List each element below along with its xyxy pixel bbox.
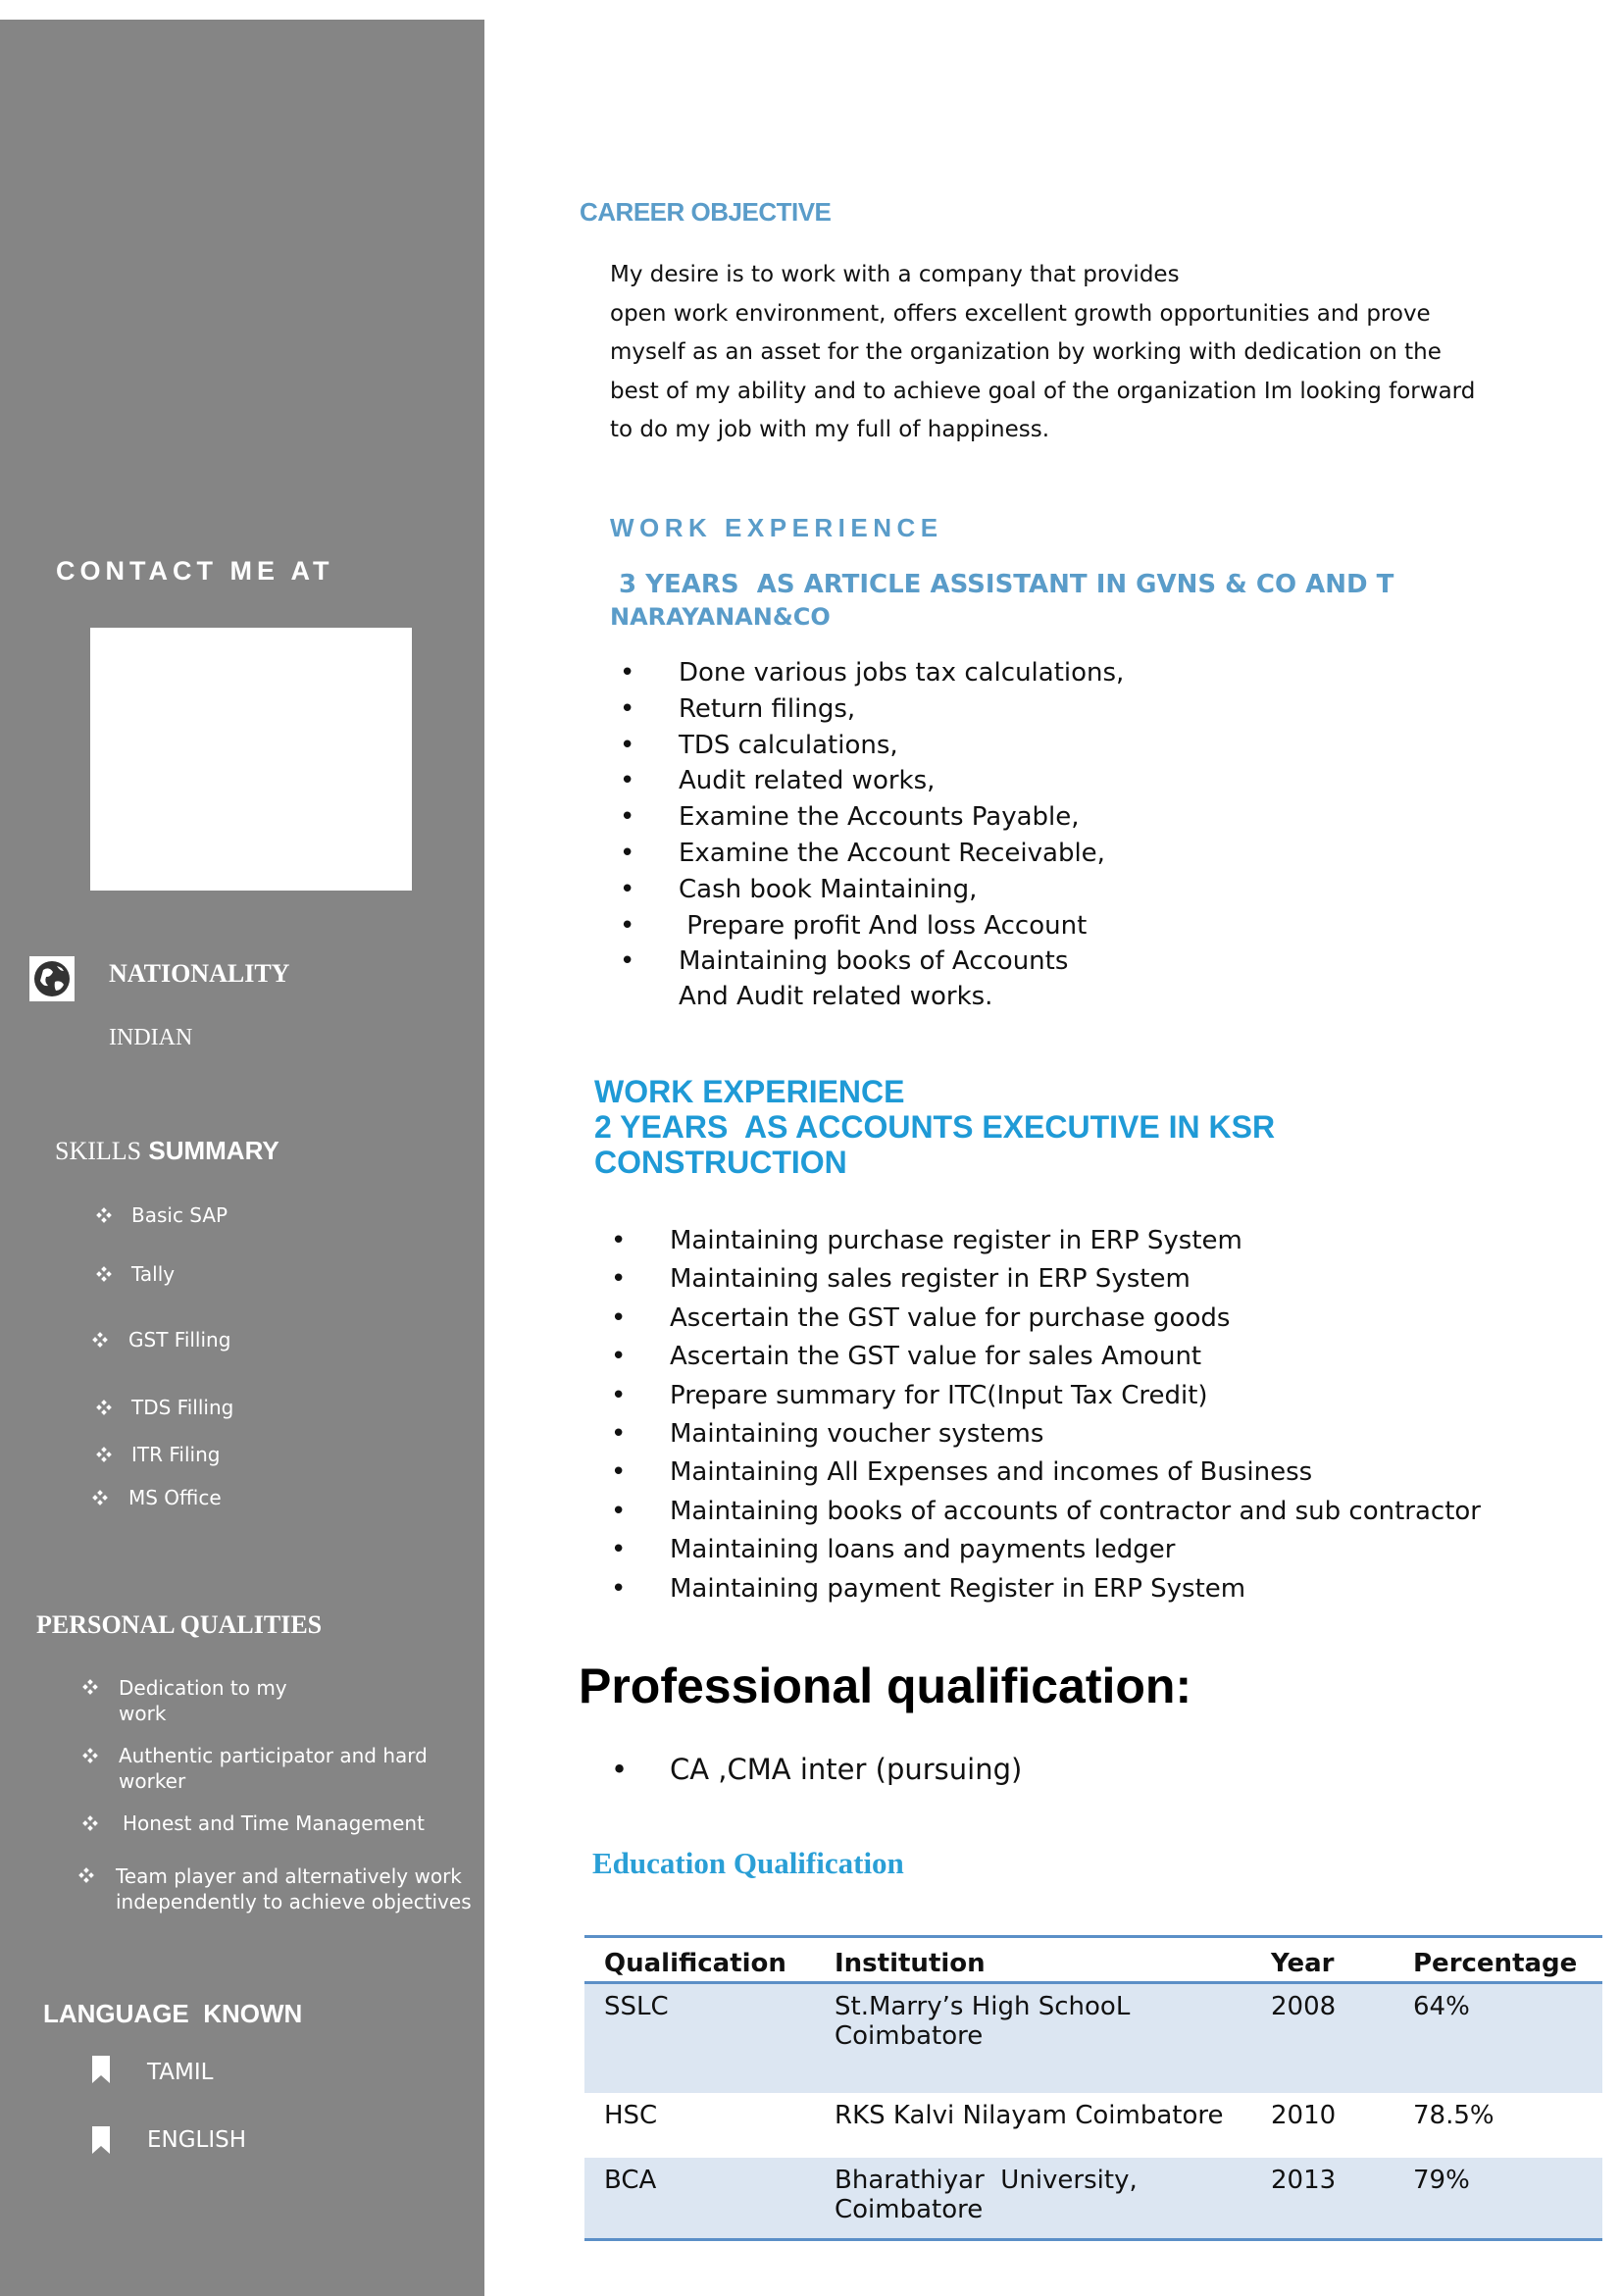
skill-item: GST Filling bbox=[128, 1328, 231, 1352]
career-objective-heading: CAREER OBJECTIVE bbox=[580, 197, 832, 227]
career-line: My desire is to work with a company that provides bbox=[610, 262, 1180, 287]
bookmark-icon bbox=[92, 2126, 110, 2159]
skill-item: TDS Filling bbox=[131, 1396, 234, 1419]
language-item: TAMIL bbox=[147, 2060, 214, 2085]
skills-heading-suffix: SUMMARY bbox=[148, 1136, 279, 1165]
diamond-bullet-icon bbox=[96, 1207, 112, 1223]
nationality-value: INDIAN bbox=[109, 1025, 193, 1050]
quality-line: work bbox=[119, 1702, 167, 1725]
table-cell: HSC bbox=[604, 2100, 658, 2130]
career-line: myself as an asset for the organization by working with dedication on the bbox=[610, 339, 1442, 365]
language-item: ENGLISH bbox=[147, 2127, 247, 2153]
work-title-line: 2 YEARS AS ACCOUNTS EXECUTIVE IN KSR bbox=[594, 1109, 1276, 1145]
diamond-bullet-icon bbox=[82, 1679, 98, 1695]
table-cell: 2013 bbox=[1251, 2158, 1393, 2240]
table-cell: 2010 bbox=[1271, 2100, 1337, 2130]
table-cell: 79% bbox=[1393, 2158, 1602, 2240]
work-experience-heading: WORK EXPERIENCE bbox=[610, 513, 943, 542]
diamond-bullet-icon bbox=[92, 1332, 108, 1348]
diamond-bullet-icon bbox=[92, 1490, 108, 1505]
diamond-bullet-icon bbox=[78, 1867, 94, 1883]
nationality-label: NATIONALITY bbox=[109, 959, 290, 988]
diamond-bullet-icon bbox=[96, 1447, 112, 1462]
languages-heading: LANGUAGE KNOWN bbox=[43, 1999, 303, 2028]
list-item: • Prepare profit And loss Account bbox=[620, 908, 1124, 944]
professional-qualification-heading: Professional qualification: bbox=[579, 1658, 1192, 1713]
list-item: • Ascertain the GST value for sales Amount bbox=[611, 1338, 1481, 1376]
career-line: best of my ability and to achieve goal of the organization Im looking forward bbox=[610, 378, 1476, 404]
career-line: open work environment, offers excellent growth opportunities and prove bbox=[610, 300, 1431, 327]
globe-icon bbox=[29, 956, 75, 1001]
table-cell: 78.5% bbox=[1413, 2100, 1494, 2130]
quality-item bbox=[119, 1675, 287, 1726]
diamond-bullet-icon bbox=[82, 1815, 98, 1831]
institution-line: St.Marry’s High SchooL bbox=[835, 1992, 1131, 2021]
list-item: • CA ,CMA inter (pursuing) bbox=[611, 1751, 1022, 1788]
professional-qualification-list bbox=[611, 1751, 1022, 1788]
quality-line: independently to achieve objectives bbox=[116, 1890, 472, 1913]
work-title-line: NARAYANAN&CO bbox=[610, 603, 831, 631]
column-header: Qualification bbox=[584, 1937, 815, 1983]
list-item: • Prepare summary for ITC(Input Tax Credit) bbox=[611, 1377, 1481, 1415]
list-item: • TDS calculations, bbox=[620, 728, 1124, 764]
diamond-bullet-icon bbox=[96, 1400, 112, 1415]
skill-item: MS Office bbox=[128, 1486, 222, 1509]
quality-line: Dedication to my bbox=[119, 1676, 287, 1700]
table-row bbox=[584, 1983, 1602, 2093]
diamond-bullet-icon bbox=[96, 1266, 112, 1282]
list-item: • Maintaining voucher systems bbox=[611, 1415, 1481, 1454]
skills-heading bbox=[55, 1136, 279, 1166]
list-item: • Maintaining books of accounts of contractor and sub contractor bbox=[611, 1493, 1481, 1531]
list-item-continuation: And Audit related works. bbox=[679, 982, 993, 1011]
bookmark-icon bbox=[92, 2056, 110, 2088]
table-row bbox=[584, 2158, 1602, 2240]
table-header-row bbox=[584, 1937, 1602, 1983]
quality-item bbox=[116, 1863, 472, 1914]
career-objective-text bbox=[610, 256, 1475, 450]
education-table bbox=[584, 1935, 1602, 2241]
career-line: to do my job with my full of happiness. bbox=[610, 417, 1050, 442]
quality-line: Honest and Time Management bbox=[123, 1811, 425, 1835]
list-item: • Return filings, bbox=[620, 691, 1124, 728]
list-item: • Cash book Maintaining, bbox=[620, 872, 1124, 908]
work-experience-2-block bbox=[594, 1074, 1275, 1180]
table-cell: BCA bbox=[584, 2158, 815, 2240]
institution-line: Coimbatore bbox=[835, 2194, 984, 2224]
work-experience-title bbox=[610, 570, 1393, 631]
list-item: • Maintaining purchase register in ERP System bbox=[611, 1222, 1481, 1260]
column-header: Year bbox=[1251, 1937, 1393, 1983]
skill-item: ITR Filing bbox=[131, 1443, 221, 1466]
quality-line: Authentic participator and hard bbox=[119, 1744, 428, 1767]
list-item: • Audit related works, bbox=[620, 763, 1124, 799]
table-cell bbox=[815, 1983, 1251, 2093]
contact-heading: CONTACT ME AT bbox=[56, 556, 334, 586]
list-item: • Maintaining payment Register in ERP System bbox=[611, 1570, 1481, 1608]
quality-item bbox=[123, 1811, 425, 1836]
list-item: • Ascertain the GST value for purchase goods bbox=[611, 1300, 1481, 1338]
education-table-wrap bbox=[584, 1935, 1602, 2241]
work-title-line: 3 YEARS AS ARTICLE ASSISTANT IN GVNS & CO AND T bbox=[610, 570, 1394, 599]
institution-line: Coimbatore bbox=[835, 2021, 984, 2051]
table-cell: 64% bbox=[1393, 1983, 1602, 2093]
work-experience-2-list bbox=[611, 1222, 1481, 1608]
list-item: • Maintaining sales register in ERP System bbox=[611, 1260, 1481, 1299]
quality-line: Team player and alternatively work bbox=[116, 1864, 462, 1888]
qualities-heading: PERSONAL QUALITIES bbox=[36, 1610, 323, 1639]
skill-item: Basic SAP bbox=[131, 1203, 228, 1227]
institution-line: Bharathiyar University, bbox=[835, 2165, 1138, 2195]
list-item: • Examine the Accounts Payable, bbox=[620, 799, 1124, 836]
table-row bbox=[584, 2093, 1602, 2158]
work-experience-heading: WORK EXPERIENCE bbox=[594, 1074, 905, 1109]
skill-item: Tally bbox=[131, 1262, 176, 1286]
list-item: • Maintaining All Expenses and incomes of Business bbox=[611, 1454, 1481, 1492]
skills-heading-prefix: SKILLS bbox=[55, 1137, 142, 1165]
list-item: • Done various jobs tax calculations, bbox=[620, 655, 1124, 691]
table-cell: 2008 bbox=[1251, 1983, 1393, 2093]
list-item: • Maintaining loans and payments ledger bbox=[611, 1531, 1481, 1569]
column-header: Institution bbox=[815, 1937, 1251, 1983]
table-cell: RKS Kalvi Nilayam Coimbatore bbox=[835, 2100, 1224, 2130]
work-experience-list bbox=[620, 655, 1124, 980]
column-header: Percentage bbox=[1393, 1937, 1602, 1983]
list-item: • Maintaining books of Accounts bbox=[620, 944, 1124, 980]
diamond-bullet-icon bbox=[82, 1748, 98, 1763]
list-item: • Examine the Account Receivable, bbox=[620, 836, 1124, 872]
table-cell: SSLC bbox=[584, 1983, 815, 2093]
education-heading: Education Qualification bbox=[592, 1846, 904, 1880]
quality-item bbox=[119, 1743, 428, 1794]
profile-photo-placeholder bbox=[90, 628, 412, 891]
table-cell bbox=[815, 2158, 1251, 2240]
quality-line: worker bbox=[119, 1769, 186, 1793]
work-title-line: CONSTRUCTION bbox=[594, 1145, 847, 1180]
